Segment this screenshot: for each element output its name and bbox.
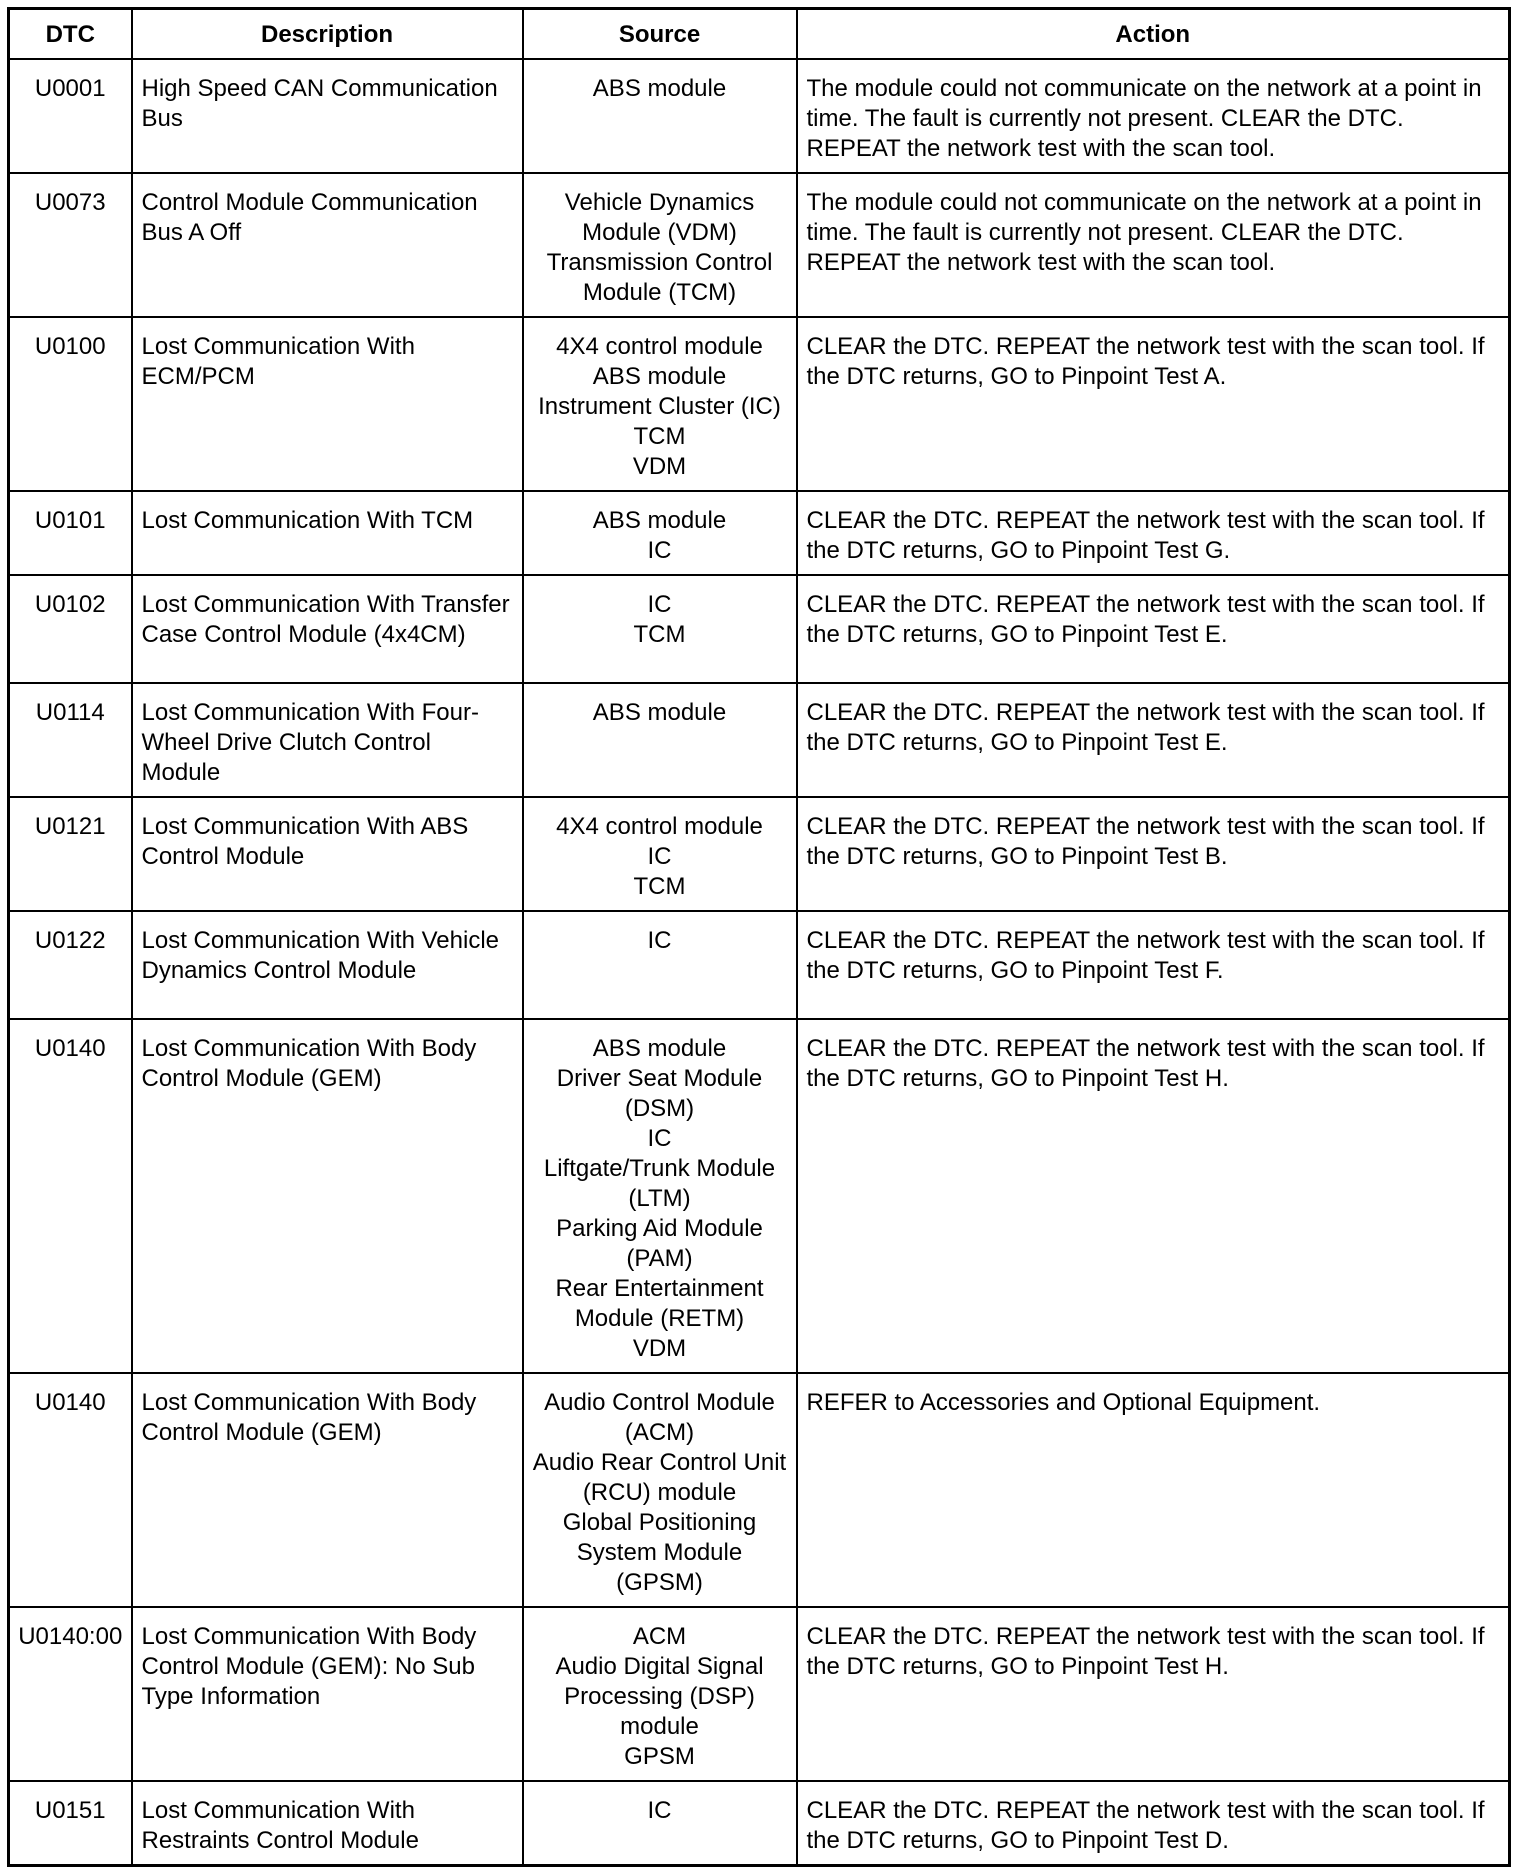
description-cell: High Speed CAN Communication Bus xyxy=(132,59,523,173)
source-module: Global Positioning System Module (GPSM) xyxy=(562,1508,757,1596)
description-cell: Lost Communication With TCM xyxy=(132,491,523,575)
dtc-code-cell: U0151 xyxy=(9,1781,132,1866)
source-module: ACM xyxy=(632,1622,687,1650)
source-module: Parking Aid Module (PAM) xyxy=(556,1214,763,1272)
source-module: Rear Entertainment Module (RETM) xyxy=(555,1274,764,1332)
source-module: IC xyxy=(647,842,672,870)
source-module: VDM xyxy=(632,452,687,480)
table-row xyxy=(9,173,1510,317)
description-cell: Lost Communication With Body Control Module (GEM) xyxy=(132,1019,523,1373)
table-row xyxy=(9,1781,1510,1866)
action-cell: CLEAR the DTC. REPEAT the network test with the scan tool. If the DTC returns, GO to Pinpoint Test D. xyxy=(797,1781,1510,1866)
description-cell: Lost Communication With Restraints Control Module xyxy=(132,1781,523,1866)
description-cell: Lost Communication With Body Control Module (GEM) xyxy=(132,1373,523,1607)
dtc-code-cell: U0140 xyxy=(9,1373,132,1607)
header-source: Source xyxy=(523,9,797,59)
source-module: Audio Digital Signal Processing (DSP) module xyxy=(555,1652,764,1740)
source-cell xyxy=(523,683,797,797)
source-cell xyxy=(523,1373,797,1607)
description-cell: Lost Communication With Vehicle Dynamics Control Module xyxy=(132,911,523,1019)
source-module: ABS module xyxy=(592,74,727,102)
description-cell: Lost Communication With ECM/PCM xyxy=(132,317,523,491)
source-cell xyxy=(523,491,797,575)
dtc-code-cell: U0121 xyxy=(9,797,132,911)
header-dtc: DTC xyxy=(9,9,132,59)
source-module: Instrument Cluster (IC) xyxy=(538,392,781,420)
table-body xyxy=(9,59,1510,1866)
source-module: ABS module xyxy=(592,698,727,726)
source-module: TCM xyxy=(633,422,686,450)
action-cell: The module could not communicate on the network at a point in time. The fault is currently not present. CLEAR the DTC. REPEAT the network test with the scan tool. xyxy=(797,173,1510,317)
action-cell: CLEAR the DTC. REPEAT the network test with the scan tool. If the DTC returns, GO to Pinpoint Test H. xyxy=(797,1019,1510,1373)
source-cell xyxy=(523,911,797,1019)
table-row xyxy=(9,317,1510,491)
source-module: 4X4 control module xyxy=(556,812,763,840)
action-cell: REFER to Accessories and Optional Equipment. xyxy=(797,1373,1510,1607)
dtc-code-cell: U0122 xyxy=(9,911,132,1019)
source-module: TCM xyxy=(633,620,686,648)
description-cell: Lost Communication With Body Control Module (GEM): No Sub Type Information xyxy=(132,1607,523,1781)
source-module: IC xyxy=(647,1124,672,1152)
table-row xyxy=(9,491,1510,575)
source-module: IC xyxy=(647,590,672,618)
action-cell: CLEAR the DTC. REPEAT the network test with the scan tool. If the DTC returns, GO to Pinpoint Test F. xyxy=(797,911,1510,1019)
source-cell xyxy=(523,317,797,491)
table-row xyxy=(9,1373,1510,1607)
dtc-code-cell: U0100 xyxy=(9,317,132,491)
source-module: Driver Seat Module (DSM) xyxy=(556,1064,763,1122)
dtc-code-cell: U0102 xyxy=(9,575,132,683)
dtc-code-cell: U0140:00 xyxy=(9,1607,132,1781)
action-cell: CLEAR the DTC. REPEAT the network test with the scan tool. If the DTC returns, GO to Pinpoint Test A. xyxy=(797,317,1510,491)
dtc-code-cell: U0140 xyxy=(9,1019,132,1373)
source-module: ABS module xyxy=(592,506,727,534)
source-module: Audio Rear Control Unit (RCU) module xyxy=(532,1448,787,1506)
dtc-code-cell: U0101 xyxy=(9,491,132,575)
source-module: IC xyxy=(647,536,672,564)
source-cell xyxy=(523,59,797,173)
table-row xyxy=(9,797,1510,911)
source-module: GPSM xyxy=(624,1742,695,1770)
table-row xyxy=(9,911,1510,1019)
table-row xyxy=(9,1019,1510,1373)
source-module: TCM xyxy=(633,872,686,900)
source-module: ABS module xyxy=(592,362,727,390)
source-cell xyxy=(523,575,797,683)
description-cell: Control Module Communication Bus A Off xyxy=(132,173,523,317)
action-cell: CLEAR the DTC. REPEAT the network test with the scan tool. If the DTC returns, GO to Pinpoint Test E. xyxy=(797,575,1510,683)
table-header-row xyxy=(9,9,1510,59)
header-action: Action xyxy=(797,9,1510,59)
action-cell: CLEAR the DTC. REPEAT the network test with the scan tool. If the DTC returns, GO to Pinpoint Test G. xyxy=(797,491,1510,575)
source-cell xyxy=(523,1781,797,1866)
dtc-code-cell: U0114 xyxy=(9,683,132,797)
source-module: Transmission Control Module (TCM) xyxy=(546,248,773,306)
source-module: Liftgate/Trunk Module (LTM) xyxy=(543,1154,776,1212)
table-row xyxy=(9,59,1510,173)
header-description: Description xyxy=(132,9,523,59)
source-module: ABS module xyxy=(592,1034,727,1062)
dtc-code-cell: U0073 xyxy=(9,173,132,317)
source-cell xyxy=(523,1019,797,1373)
source-module: VDM xyxy=(632,1334,687,1362)
action-cell: CLEAR the DTC. REPEAT the network test with the scan tool. If the DTC returns, GO to Pinpoint Test E. xyxy=(797,683,1510,797)
table-row xyxy=(9,1607,1510,1781)
dtc-code-cell: U0001 xyxy=(9,59,132,173)
action-cell: The module could not communicate on the network at a point in time. The fault is currently not present. CLEAR the DTC. REPEAT the network test with the scan tool. xyxy=(797,59,1510,173)
source-module: Vehicle Dynamics Module (VDM) xyxy=(564,188,755,246)
dtc-table xyxy=(7,7,1511,1867)
source-module: 4X4 control module xyxy=(556,332,763,360)
description-cell: Lost Communication With Four-Wheel Drive Clutch Control Module xyxy=(132,683,523,797)
source-cell xyxy=(523,1607,797,1781)
description-cell: Lost Communication With Transfer Case Control Module (4x4CM) xyxy=(132,575,523,683)
action-cell: CLEAR the DTC. REPEAT the network test with the scan tool. If the DTC returns, GO to Pinpoint Test B. xyxy=(797,797,1510,911)
source-module: Audio Control Module (ACM) xyxy=(544,1388,775,1446)
source-module: IC xyxy=(647,926,672,954)
description-cell: Lost Communication With ABS Control Module xyxy=(132,797,523,911)
source-cell xyxy=(523,173,797,317)
table-row xyxy=(9,683,1510,797)
table-row xyxy=(9,575,1510,683)
source-module: IC xyxy=(647,1796,672,1824)
action-cell: CLEAR the DTC. REPEAT the network test with the scan tool. If the DTC returns, GO to Pinpoint Test H. xyxy=(797,1607,1510,1781)
source-cell xyxy=(523,797,797,911)
